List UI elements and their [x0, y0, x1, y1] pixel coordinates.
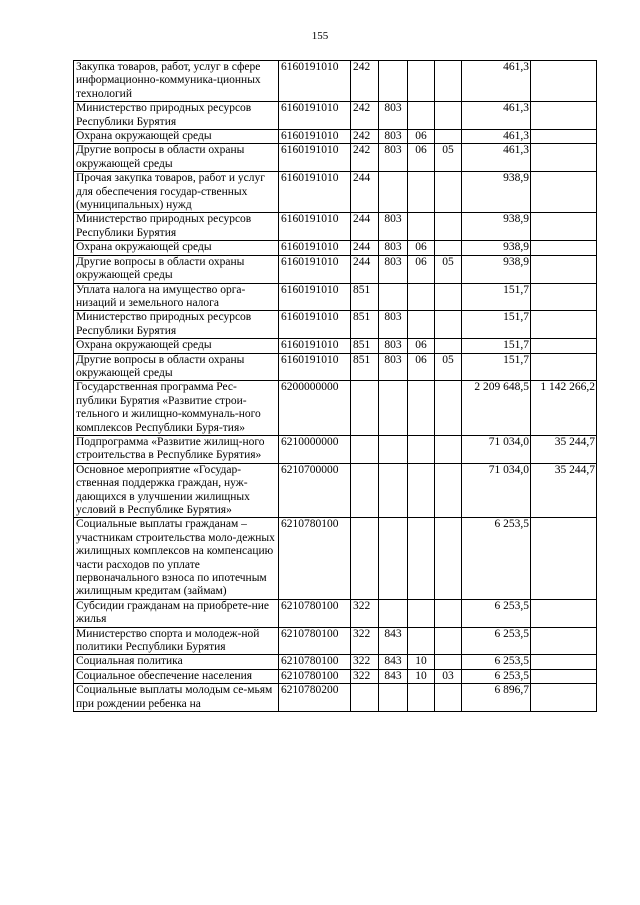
row-name-cell: Социальное обеспечение населения — [74, 669, 279, 683]
table-row — [74, 130, 597, 144]
target-article-code-cell: 6210780200 — [279, 684, 351, 712]
table-row — [74, 213, 597, 241]
expense-type-code-cell: 242 — [351, 102, 379, 130]
target-article-code-cell: 6210780100 — [279, 627, 351, 655]
target-article-code-cell: 6160191010 — [279, 339, 351, 353]
subsection-code-cell: 03 — [435, 669, 462, 683]
row-name-cell: Социальная политика — [74, 655, 279, 669]
ministry-code-cell — [379, 283, 408, 311]
target-article-code-cell: 6210700000 — [279, 463, 351, 518]
amount-year1-cell: 151,7 — [462, 283, 531, 311]
row-name-cell: Государственная программа Рес-публики Бурятия «Развитие строи-тельного и жилищно-коммуналь-ного комплексов Республики Буря-тия» — [74, 381, 279, 436]
table-row — [74, 61, 597, 102]
amount-year2-cell — [531, 655, 597, 669]
subsection-code-cell — [435, 102, 462, 130]
ministry-code-cell: 803 — [379, 311, 408, 339]
subsection-code-cell — [435, 311, 462, 339]
amount-year2-cell — [531, 311, 597, 339]
amount-year2-cell — [531, 255, 597, 283]
subsection-code-cell — [435, 599, 462, 627]
target-article-code-cell: 6210780100 — [279, 518, 351, 599]
subsection-code-cell — [435, 518, 462, 599]
amount-year2-cell — [531, 518, 597, 599]
row-name-cell: Социальные выплаты гражданам – участникам строительства моло-дежных жилищных комплексов на компенсацию части расходов по уплате первоначального взноса по ипотечным жилищным кредитам (займам) — [74, 518, 279, 599]
section-code-cell — [408, 172, 435, 213]
ministry-code-cell: 843 — [379, 669, 408, 683]
amount-year1-cell: 71 034,0 — [462, 435, 531, 463]
ministry-code-cell — [379, 518, 408, 599]
expense-type-code-cell — [351, 684, 379, 712]
target-article-code-cell: 6160191010 — [279, 311, 351, 339]
row-name-cell: Охрана окружающей среды — [74, 339, 279, 353]
amount-year1-cell: 71 034,0 — [462, 463, 531, 518]
section-code-cell: 06 — [408, 241, 435, 255]
row-name-cell: Другие вопросы в области охраны окружающей среды — [74, 353, 279, 381]
ministry-code-cell: 803 — [379, 130, 408, 144]
row-name-cell: Подпрограмма «Развитие жилищ-ного строительства в Республике Бурятия» — [74, 435, 279, 463]
table-row — [74, 255, 597, 283]
row-name-cell: Субсидии гражданам на приобрете-ние жилья — [74, 599, 279, 627]
expense-type-code-cell: 242 — [351, 130, 379, 144]
expense-type-code-cell: 242 — [351, 144, 379, 172]
section-code-cell: 06 — [408, 353, 435, 381]
section-code-cell: 10 — [408, 669, 435, 683]
amount-year2-cell — [531, 353, 597, 381]
subsection-code-cell — [435, 339, 462, 353]
target-article-code-cell: 6160191010 — [279, 255, 351, 283]
subsection-code-cell — [435, 241, 462, 255]
amount-year2-cell — [531, 684, 597, 712]
section-code-cell — [408, 463, 435, 518]
budget-table-body — [74, 61, 597, 712]
row-name-cell: Охрана окружающей среды — [74, 241, 279, 255]
subsection-code-cell — [435, 684, 462, 712]
row-name-cell: Другие вопросы в области охраны окружающей среды — [74, 255, 279, 283]
ministry-code-cell: 803 — [379, 241, 408, 255]
target-article-code-cell: 6210780100 — [279, 599, 351, 627]
amount-year2-cell: 1 142 266,2 — [531, 381, 597, 436]
amount-year2-cell — [531, 144, 597, 172]
subsection-code-cell — [435, 172, 462, 213]
ministry-code-cell: 803 — [379, 255, 408, 283]
expense-type-code-cell: 851 — [351, 339, 379, 353]
amount-year2-cell — [531, 669, 597, 683]
subsection-code-cell: 05 — [435, 144, 462, 172]
subsection-code-cell: 05 — [435, 353, 462, 381]
subsection-code-cell — [435, 435, 462, 463]
table-row — [74, 241, 597, 255]
table-row — [74, 627, 597, 655]
subsection-code-cell — [435, 283, 462, 311]
row-name-cell: Министерство природных ресурсов Республики Бурятия — [74, 102, 279, 130]
table-row — [74, 684, 597, 712]
table-row — [74, 172, 597, 213]
row-name-cell: Министерство природных ресурсов Республики Бурятия — [74, 213, 279, 241]
target-article-code-cell: 6210000000 — [279, 435, 351, 463]
row-name-cell: Социальные выплаты молодым се-мьям при рождении ребенка на — [74, 684, 279, 712]
subsection-code-cell — [435, 381, 462, 436]
table-row — [74, 599, 597, 627]
target-article-code-cell: 6160191010 — [279, 130, 351, 144]
expense-type-code-cell: 322 — [351, 599, 379, 627]
subsection-code-cell — [435, 213, 462, 241]
amount-year1-cell: 6 896,7 — [462, 684, 531, 712]
table-row — [74, 655, 597, 669]
table-row — [74, 339, 597, 353]
expense-type-code-cell: 244 — [351, 172, 379, 213]
target-article-code-cell: 6160191010 — [279, 213, 351, 241]
table-row — [74, 353, 597, 381]
table-row — [74, 381, 597, 436]
row-name-cell: Министерство спорта и молодеж-ной политики Республики Бурятия — [74, 627, 279, 655]
target-article-code-cell: 6160191010 — [279, 144, 351, 172]
section-code-cell — [408, 102, 435, 130]
target-article-code-cell: 6210780100 — [279, 669, 351, 683]
expense-type-code-cell: 244 — [351, 213, 379, 241]
table-row — [74, 102, 597, 130]
ministry-code-cell — [379, 463, 408, 518]
expense-type-code-cell: 244 — [351, 255, 379, 283]
subsection-code-cell — [435, 627, 462, 655]
expense-type-code-cell: 322 — [351, 627, 379, 655]
subsection-code-cell — [435, 463, 462, 518]
amount-year1-cell: 938,9 — [462, 213, 531, 241]
target-article-code-cell: 6160191010 — [279, 172, 351, 213]
amount-year2-cell — [531, 130, 597, 144]
expense-type-code-cell: 322 — [351, 655, 379, 669]
target-article-code-cell: 6160191010 — [279, 283, 351, 311]
amount-year2-cell — [531, 339, 597, 353]
target-article-code-cell: 6200000000 — [279, 381, 351, 436]
row-name-cell: Прочая закупка товаров, работ и услуг для обеспечения государ-ственных (муниципальных) нужд — [74, 172, 279, 213]
amount-year1-cell: 461,3 — [462, 130, 531, 144]
amount-year2-cell — [531, 61, 597, 102]
amount-year2-cell — [531, 241, 597, 255]
amount-year1-cell: 6 253,5 — [462, 669, 531, 683]
ministry-code-cell: 803 — [379, 353, 408, 381]
row-name-cell: Охрана окружающей среды — [74, 130, 279, 144]
amount-year1-cell: 938,9 — [462, 241, 531, 255]
expense-type-code-cell — [351, 435, 379, 463]
ministry-code-cell — [379, 684, 408, 712]
table-row — [74, 283, 597, 311]
amount-year1-cell: 151,7 — [462, 353, 531, 381]
section-code-cell — [408, 435, 435, 463]
section-code-cell: 06 — [408, 144, 435, 172]
table-row — [74, 669, 597, 683]
amount-year1-cell: 938,9 — [462, 172, 531, 213]
expense-type-code-cell: 244 — [351, 241, 379, 255]
amount-year2-cell — [531, 599, 597, 627]
amount-year1-cell: 461,3 — [462, 102, 531, 130]
ministry-code-cell — [379, 172, 408, 213]
section-code-cell: 06 — [408, 339, 435, 353]
section-code-cell — [408, 518, 435, 599]
expense-type-code-cell: 851 — [351, 311, 379, 339]
table-row — [74, 463, 597, 518]
amount-year2-cell — [531, 172, 597, 213]
row-name-cell: Другие вопросы в области охраны окружающей среды — [74, 144, 279, 172]
budget-table — [73, 60, 597, 712]
row-name-cell: Закупка товаров, работ, услуг в сфере информационно-коммуника-ционных технологий — [74, 61, 279, 102]
amount-year2-cell: 35 244,7 — [531, 435, 597, 463]
expense-type-code-cell: 242 — [351, 61, 379, 102]
table-row — [74, 311, 597, 339]
expense-type-code-cell — [351, 518, 379, 599]
target-article-code-cell: 6210780100 — [279, 655, 351, 669]
amount-year1-cell: 461,3 — [462, 61, 531, 102]
section-code-cell — [408, 599, 435, 627]
amount-year1-cell: 6 253,5 — [462, 518, 531, 599]
amount-year1-cell: 6 253,5 — [462, 627, 531, 655]
amount-year1-cell: 6 253,5 — [462, 599, 531, 627]
section-code-cell — [408, 684, 435, 712]
ministry-code-cell: 803 — [379, 213, 408, 241]
ministry-code-cell: 803 — [379, 144, 408, 172]
row-name-cell: Основное мероприятие «Государ-ственная поддержка граждан, нуж-дающихся в улучшении жилищных условий в Республике Бурятия» — [74, 463, 279, 518]
amount-year1-cell: 938,9 — [462, 255, 531, 283]
ministry-code-cell — [379, 599, 408, 627]
ministry-code-cell — [379, 381, 408, 436]
section-code-cell — [408, 283, 435, 311]
subsection-code-cell — [435, 655, 462, 669]
ministry-code-cell: 803 — [379, 339, 408, 353]
ministry-code-cell — [379, 61, 408, 102]
amount-year2-cell — [531, 213, 597, 241]
section-code-cell — [408, 213, 435, 241]
amount-year1-cell: 461,3 — [462, 144, 531, 172]
amount-year2-cell: 35 244,7 — [531, 463, 597, 518]
subsection-code-cell: 05 — [435, 255, 462, 283]
row-name-cell: Уплата налога на имущество орга-низаций и земельного налога — [74, 283, 279, 311]
section-code-cell — [408, 627, 435, 655]
ministry-code-cell: 803 — [379, 102, 408, 130]
amount-year1-cell: 151,7 — [462, 339, 531, 353]
amount-year1-cell: 2 209 648,5 — [462, 381, 531, 436]
amount-year2-cell — [531, 627, 597, 655]
target-article-code-cell: 6160191010 — [279, 241, 351, 255]
target-article-code-cell: 6160191010 — [279, 61, 351, 102]
row-name-cell: Министерство природных ресурсов Республики Бурятия — [74, 311, 279, 339]
expense-type-code-cell: 322 — [351, 669, 379, 683]
section-code-cell — [408, 311, 435, 339]
amount-year2-cell — [531, 283, 597, 311]
amount-year2-cell — [531, 102, 597, 130]
expense-type-code-cell — [351, 463, 379, 518]
ministry-code-cell: 843 — [379, 627, 408, 655]
page-number: 155 — [311, 30, 329, 42]
table-row — [74, 144, 597, 172]
expense-type-code-cell — [351, 381, 379, 436]
section-code-cell — [408, 61, 435, 102]
amount-year1-cell: 151,7 — [462, 311, 531, 339]
subsection-code-cell — [435, 61, 462, 102]
section-code-cell — [408, 381, 435, 436]
section-code-cell: 10 — [408, 655, 435, 669]
table-row — [74, 435, 597, 463]
target-article-code-cell: 6160191010 — [279, 353, 351, 381]
amount-year1-cell: 6 253,5 — [462, 655, 531, 669]
expense-type-code-cell: 851 — [351, 353, 379, 381]
ministry-code-cell: 843 — [379, 655, 408, 669]
target-article-code-cell: 6160191010 — [279, 102, 351, 130]
table-row — [74, 518, 597, 599]
expense-type-code-cell: 851 — [351, 283, 379, 311]
section-code-cell: 06 — [408, 130, 435, 144]
ministry-code-cell — [379, 435, 408, 463]
subsection-code-cell — [435, 130, 462, 144]
section-code-cell: 06 — [408, 255, 435, 283]
